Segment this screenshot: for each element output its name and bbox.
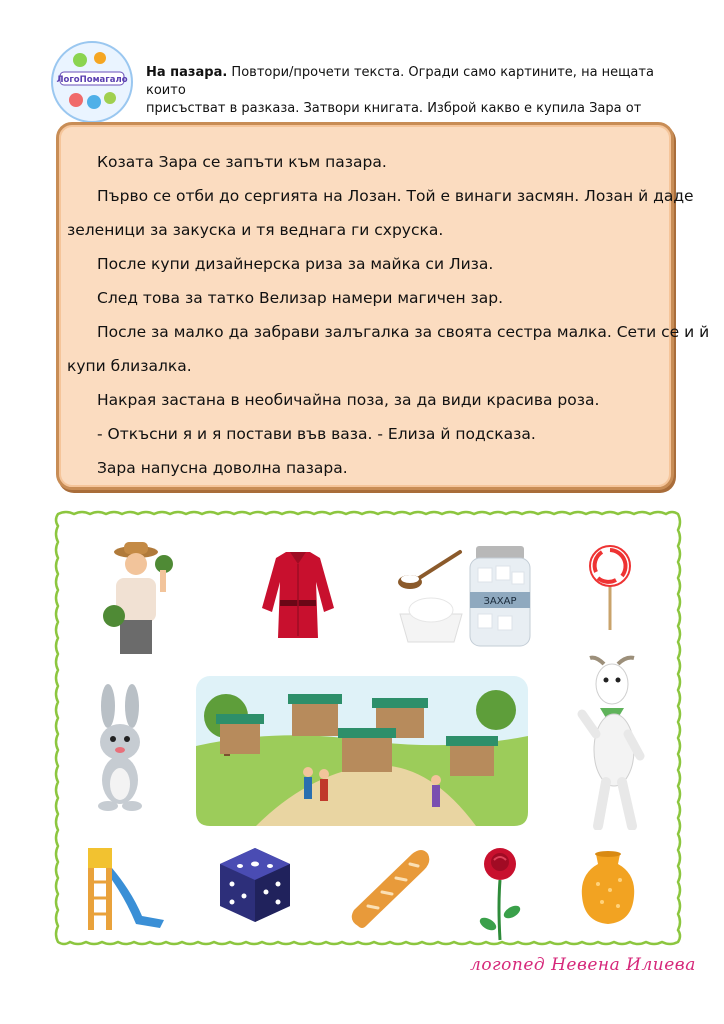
- story-line: Накрая застана в необичайна поза, за да види красива роза.: [97, 391, 600, 409]
- instruction-line-2: присъстват в разказа. Затвори книгата. Изброй какво е купила Зара от: [146, 101, 642, 116]
- story-line: - Откъсни я и я постави във ваза. - Елиза й подсказа.: [97, 425, 536, 443]
- slide-picture[interactable]: [82, 842, 166, 932]
- story-line: Първо се отби до сергията на Лозан. Той е винаги засмян. Лозан й даде: [97, 187, 694, 205]
- market-scene-picture[interactable]: [196, 676, 528, 826]
- farmer-with-greens-picture[interactable]: [92, 538, 180, 656]
- goat-picture[interactable]: [574, 654, 652, 830]
- story-box: [56, 122, 710, 490]
- sugar-jar-picture[interactable]: [466, 544, 534, 648]
- worksheet-title: На пазара.: [146, 65, 228, 80]
- signature: логопед Невена Илиева: [470, 955, 696, 975]
- logo-text: ЛогоПомагало: [56, 75, 128, 85]
- story-text: [67, 145, 710, 485]
- story-line: купи близалка.: [67, 357, 192, 375]
- bunny-picture[interactable]: [88, 684, 152, 812]
- sugar-bowl-picture[interactable]: [394, 548, 468, 644]
- instruction-line-1: Повтори/прочети текста. Огради само картините, на нещата които: [146, 65, 654, 98]
- red-shirt-picture[interactable]: [258, 548, 338, 642]
- story-line: Козата Зара се запъти към пазара.: [97, 153, 387, 171]
- story-line: После купи дизайнерска риза за майка си Лиза.: [97, 255, 494, 273]
- logo: [50, 40, 134, 124]
- vase-picture[interactable]: [578, 850, 638, 926]
- story-line: След това за татко Велизар намери магичен зар.: [97, 289, 504, 307]
- sugar-jar-label: ЗАХАР: [483, 596, 517, 607]
- rose-picture[interactable]: [470, 846, 530, 942]
- baguette-picture[interactable]: [346, 846, 430, 932]
- story-line: После за малко да забрави залъгалка за своята сестра малка. Сети се и й: [97, 323, 710, 341]
- story-line: зеленици за закуска и тя веднага ги схруска.: [67, 221, 444, 239]
- story-line: Зара напусна доволна пазара.: [97, 459, 348, 477]
- dice-picture[interactable]: [216, 844, 294, 926]
- lollipop-picture[interactable]: [586, 544, 634, 632]
